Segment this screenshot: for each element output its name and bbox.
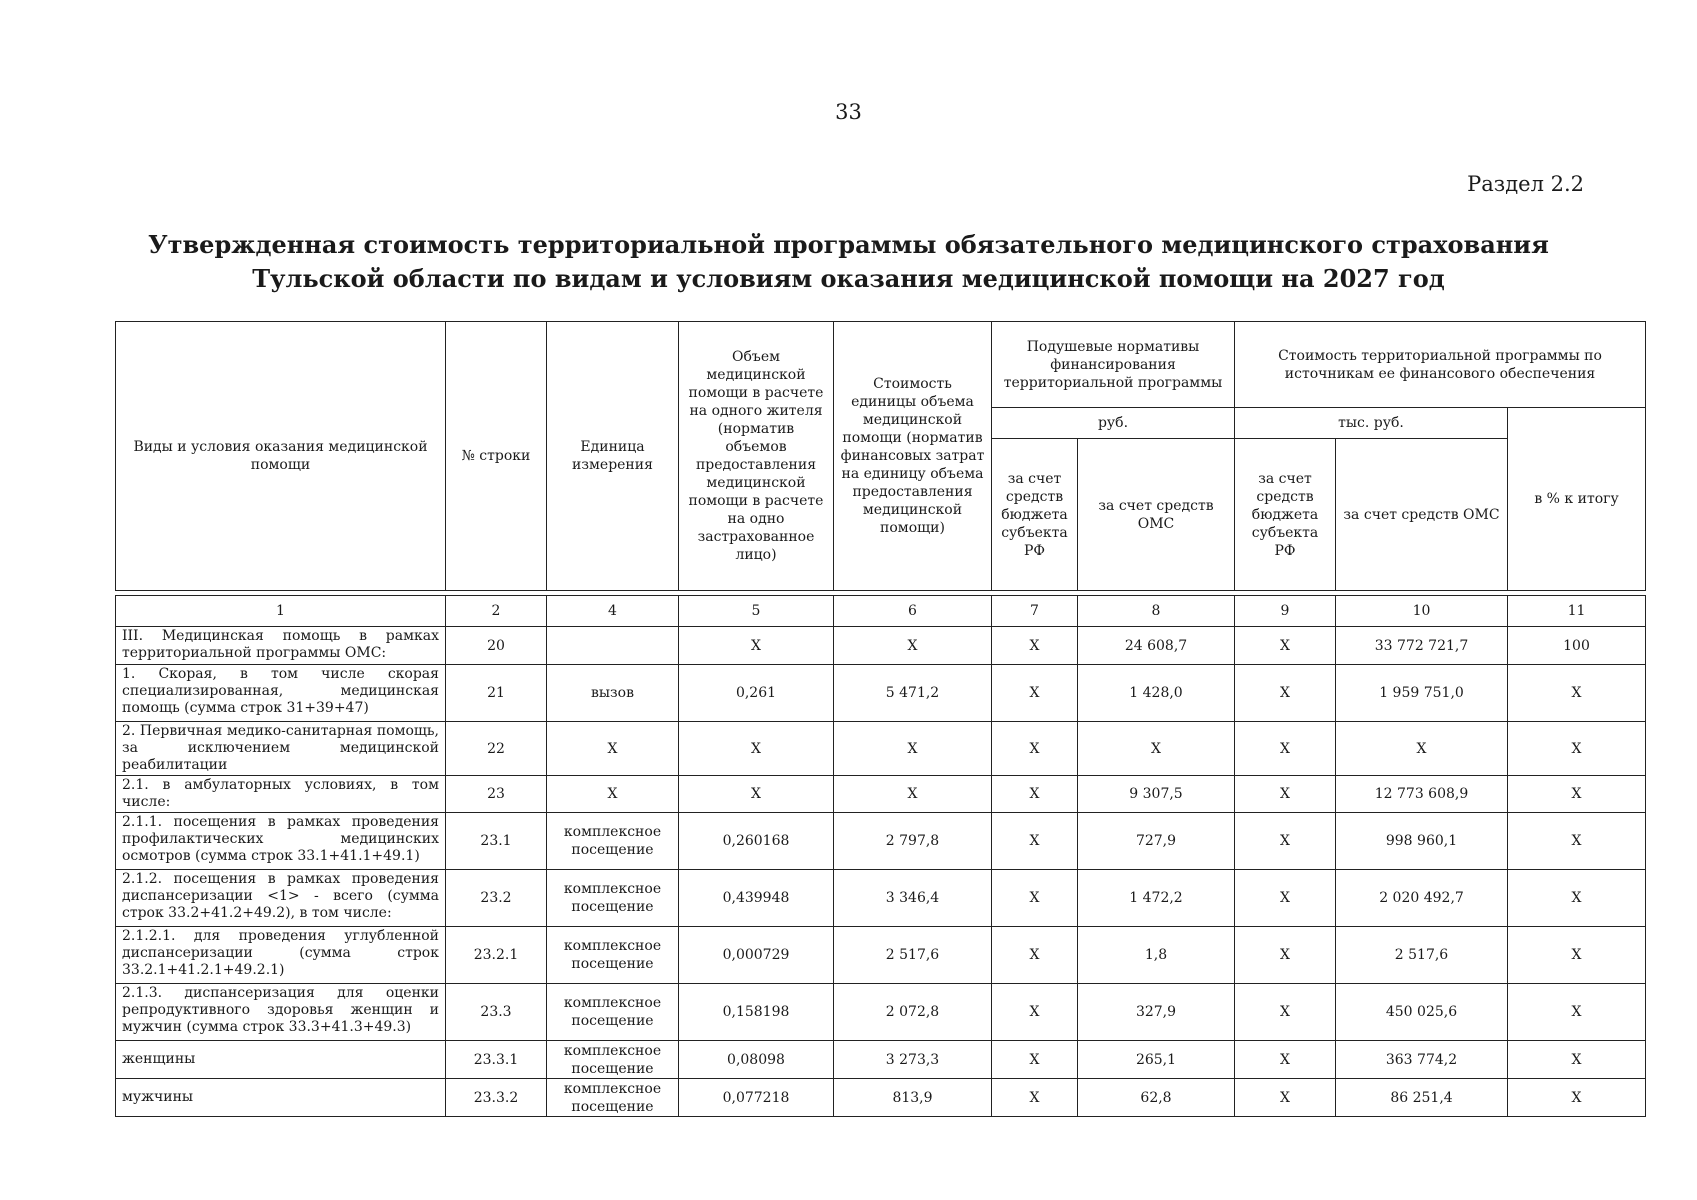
row-percent: X: [1508, 1079, 1646, 1117]
row-budget-per-capita: X: [992, 627, 1078, 665]
header-oms-per-capita: за счет средств ОМС: [1078, 439, 1235, 591]
row-budget-per-capita: X: [992, 927, 1078, 984]
table-row: [116, 870, 1646, 927]
row-percent: X: [1508, 984, 1646, 1041]
row-budget-per-capita: X: [992, 813, 1078, 870]
column-number: 8: [1078, 596, 1235, 627]
row-percent: X: [1508, 665, 1646, 722]
row-oms-total: 2 517,6: [1336, 927, 1508, 984]
row-unit-cost: X: [834, 722, 992, 776]
row-unit: комплексное посещение: [547, 1079, 679, 1117]
row-oms-total: 2 020 492,7: [1336, 870, 1508, 927]
column-number-row: [116, 596, 1646, 627]
table-row: [116, 665, 1646, 722]
header-col-unit: Единица измерения: [547, 322, 679, 591]
row-volume: 0,158198: [679, 984, 834, 1041]
header-group-program-cost: Стоимость территориальной программы по источникам ее финансового обеспечения: [1235, 322, 1646, 408]
row-volume: 0,08098: [679, 1041, 834, 1079]
column-number: 2: [446, 596, 547, 627]
header-col-kinds: Виды и условия оказания медицинской помощи: [116, 322, 446, 591]
section-label: Раздел 2.2: [1467, 172, 1584, 196]
row-percent: X: [1508, 813, 1646, 870]
row-budget-total: X: [1235, 1079, 1336, 1117]
table-row: [116, 1079, 1646, 1117]
row-oms-per-capita: 24 608,7: [1078, 627, 1235, 665]
row-volume: 0,077218: [679, 1079, 834, 1117]
row-oms-total: X: [1336, 722, 1508, 776]
row-name: 2.1. в амбулаторных условиях, в том числе:: [116, 776, 446, 813]
row-percent: X: [1508, 776, 1646, 813]
table-row: [116, 722, 1646, 776]
row-line-number: 21: [446, 665, 547, 722]
row-name: 2.1.1. посещения в рамках проведения профилактических медицинских осмотров (сумма строк 33.1+41.1+49.1): [116, 813, 446, 870]
column-number: 7: [992, 596, 1078, 627]
table-row: [116, 813, 1646, 870]
row-volume: 0,000729: [679, 927, 834, 984]
column-number: 1: [116, 596, 446, 627]
row-unit: комплексное посещение: [547, 984, 679, 1041]
header-col-unit-cost: Стоимость единицы объема медицинской помощи (норматив финансовых затрат на единицу объема предоставления медицинской помощи): [834, 322, 992, 591]
row-oms-per-capita: 327,9: [1078, 984, 1235, 1041]
row-line-number: 20: [446, 627, 547, 665]
header-unit-thousand-rub: тыс. руб.: [1235, 408, 1508, 439]
row-name: 1. Скорая, в том числе скорая специализированная, медицинская помощь (сумма строк 31+39+47): [116, 665, 446, 722]
row-oms-total: 86 251,4: [1336, 1079, 1508, 1117]
row-unit: [547, 627, 679, 665]
table-row: [116, 927, 1646, 984]
row-line-number: 23: [446, 776, 547, 813]
row-percent: 100: [1508, 627, 1646, 665]
row-name: мужчины: [116, 1079, 446, 1117]
row-budget-total: X: [1235, 627, 1336, 665]
row-unit-cost: X: [834, 776, 992, 813]
row-budget-total: X: [1235, 722, 1336, 776]
row-line-number: 23.2: [446, 870, 547, 927]
column-number: 11: [1508, 596, 1646, 627]
row-oms-total: 12 773 608,9: [1336, 776, 1508, 813]
column-number: 4: [547, 596, 679, 627]
row-unit-cost: 5 471,2: [834, 665, 992, 722]
row-unit: комплексное посещение: [547, 813, 679, 870]
row-unit-cost: X: [834, 627, 992, 665]
row-line-number: 23.3: [446, 984, 547, 1041]
row-unit: X: [547, 722, 679, 776]
row-name: 2. Первичная медико-санитарная помощь, за исключением медицинской реабилитации: [116, 722, 446, 776]
row-oms-per-capita: 1,8: [1078, 927, 1235, 984]
column-number: 9: [1235, 596, 1336, 627]
row-name: 2.1.3. диспансеризация для оценки репродуктивного здоровья женщин и мужчин (сумма строк 33.3+41.3+49.3): [116, 984, 446, 1041]
row-budget-per-capita: X: [992, 1079, 1078, 1117]
row-name: 2.1.2. посещения в рамках проведения диспансеризации <1> - всего (сумма строк 33.2+41.2+49.2), в том числе:: [116, 870, 446, 927]
row-unit-cost: 2 797,8: [834, 813, 992, 870]
row-budget-total: X: [1235, 1041, 1336, 1079]
row-volume: X: [679, 722, 834, 776]
column-number: 6: [834, 596, 992, 627]
row-oms-per-capita: 265,1: [1078, 1041, 1235, 1079]
row-budget-per-capita: X: [992, 984, 1078, 1041]
row-unit: вызов: [547, 665, 679, 722]
row-unit-cost: 2 072,8: [834, 984, 992, 1041]
row-oms-total: 363 774,2: [1336, 1041, 1508, 1079]
row-budget-total: X: [1235, 813, 1336, 870]
row-line-number: 23.3.1: [446, 1041, 547, 1079]
row-volume: X: [679, 627, 834, 665]
row-oms-total: 1 959 751,0: [1336, 665, 1508, 722]
row-percent: X: [1508, 870, 1646, 927]
row-name: III. Медицинская помощь в рамках территориальной программы ОМС:: [116, 627, 446, 665]
row-unit-cost: 813,9: [834, 1079, 992, 1117]
row-percent: X: [1508, 1041, 1646, 1079]
row-budget-per-capita: X: [992, 665, 1078, 722]
row-volume: 0,439948: [679, 870, 834, 927]
row-unit-cost: 3 346,4: [834, 870, 992, 927]
title-line-2: Тульской области по видам и условиям оказания медицинской помощи на 2027 год: [252, 264, 1445, 293]
row-line-number: 23.3.2: [446, 1079, 547, 1117]
table-header: [115, 321, 1646, 591]
row-percent: X: [1508, 927, 1646, 984]
header-unit-rub: руб.: [992, 408, 1235, 439]
column-number: 10: [1336, 596, 1508, 627]
header-col-volume: Объем медицинской помощи в расчете на одного жителя (норматив объемов предоставления медицинской помощи в расчете на одно застрахованное лицо): [679, 322, 834, 591]
row-oms-per-capita: X: [1078, 722, 1235, 776]
row-oms-per-capita: 9 307,5: [1078, 776, 1235, 813]
table-row: [116, 984, 1646, 1041]
document-title: [0, 228, 1697, 296]
row-unit-cost: 3 273,3: [834, 1041, 992, 1079]
header-budget-per-capita: за счет средств бюджета субъекта РФ: [992, 439, 1078, 591]
row-oms-per-capita: 1 472,2: [1078, 870, 1235, 927]
row-volume: X: [679, 776, 834, 813]
row-percent: X: [1508, 722, 1646, 776]
row-line-number: 22: [446, 722, 547, 776]
row-line-number: 23.2.1: [446, 927, 547, 984]
header-budget-total: за счет средств бюджета субъекта РФ: [1235, 439, 1336, 591]
table-body: [115, 595, 1646, 1117]
table-row: [116, 1041, 1646, 1079]
row-name: женщины: [116, 1041, 446, 1079]
title-line-1: Утвержденная стоимость территориальной программы обязательного медицинского страхования: [148, 230, 1549, 259]
column-number: 5: [679, 596, 834, 627]
row-name: 2.1.2.1. для проведения углубленной диспансеризации (сумма строк 33.2.1+41.2.1+49.2.1): [116, 927, 446, 984]
row-unit: комплексное посещение: [547, 1041, 679, 1079]
header-col-percent: в % к итогу: [1508, 408, 1646, 591]
row-oms-per-capita: 62,8: [1078, 1079, 1235, 1117]
header-col-line-number: № строки: [446, 322, 547, 591]
row-unit: комплексное посещение: [547, 927, 679, 984]
row-budget-total: X: [1235, 776, 1336, 813]
header-oms-total: за счет средств ОМС: [1336, 439, 1508, 591]
row-budget-total: X: [1235, 984, 1336, 1041]
row-budget-per-capita: X: [992, 776, 1078, 813]
page-number: 33: [835, 100, 862, 124]
row-unit: X: [547, 776, 679, 813]
row-volume: 0,260168: [679, 813, 834, 870]
row-oms-total: 450 025,6: [1336, 984, 1508, 1041]
row-oms-total: 998 960,1: [1336, 813, 1508, 870]
row-unit: комплексное посещение: [547, 870, 679, 927]
row-budget-per-capita: X: [992, 722, 1078, 776]
table-row: [116, 627, 1646, 665]
row-oms-total: 33 772 721,7: [1336, 627, 1508, 665]
row-unit-cost: 2 517,6: [834, 927, 992, 984]
row-budget-total: X: [1235, 665, 1336, 722]
row-line-number: 23.1: [446, 813, 547, 870]
row-oms-per-capita: 727,9: [1078, 813, 1235, 870]
row-budget-per-capita: X: [992, 1041, 1078, 1079]
row-budget-total: X: [1235, 927, 1336, 984]
row-budget-total: X: [1235, 870, 1336, 927]
header-group-per-capita: Подушевые нормативы финансирования территориальной программы: [992, 322, 1235, 408]
row-volume: 0,261: [679, 665, 834, 722]
row-budget-per-capita: X: [992, 870, 1078, 927]
table-row: [116, 776, 1646, 813]
row-oms-per-capita: 1 428,0: [1078, 665, 1235, 722]
